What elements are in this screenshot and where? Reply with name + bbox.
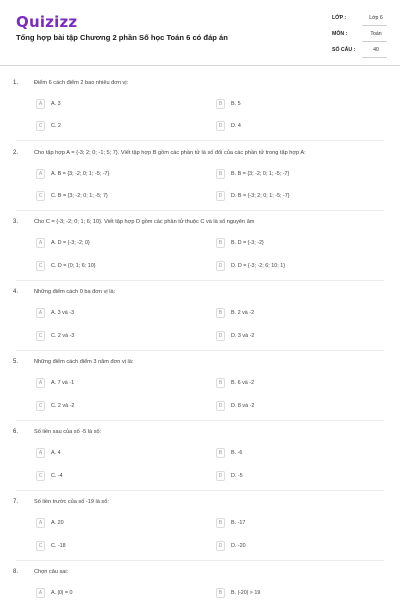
divider bbox=[16, 350, 384, 351]
option-letter: C bbox=[36, 471, 45, 481]
option-text: D. -5 bbox=[231, 472, 243, 479]
option-text: D. 3 và -2 bbox=[231, 332, 255, 339]
divider bbox=[16, 560, 384, 561]
option-letter: A bbox=[36, 588, 45, 598]
option-text: C. B = {3; -2; 0; 1; -5; 7} bbox=[51, 192, 108, 199]
option-text: A. B = {3; -2; 0; 1; -5; -7} bbox=[51, 170, 110, 177]
divider bbox=[16, 490, 384, 491]
page-title: Tổng hợp bài tập Chương 2 phần Số học Toán 6 có đáp án bbox=[16, 33, 228, 42]
option-letter: D bbox=[216, 471, 225, 481]
option-text: A. 3 bbox=[51, 100, 61, 107]
question-text: Điểm 6 cách điểm 2 bao nhiêu đơn vị: bbox=[34, 80, 129, 86]
option-letter: C bbox=[36, 331, 45, 341]
option-letter: A bbox=[36, 308, 45, 318]
question-text: Số liền trước của số -19 là số: bbox=[34, 499, 109, 505]
option-text: C. 2 bbox=[51, 122, 61, 129]
meta-count-label: SỐ CÂU : bbox=[332, 47, 356, 53]
question-number: 8. bbox=[13, 569, 19, 575]
option-text: B. |-20| > 19 bbox=[231, 589, 261, 596]
meta-question-count bbox=[332, 43, 387, 58]
option-text: B. 6 và -2 bbox=[231, 379, 255, 386]
option-letter: D bbox=[216, 401, 225, 411]
option-letter: B bbox=[216, 588, 225, 598]
option-letter: A bbox=[36, 378, 45, 388]
meta-grade bbox=[332, 11, 387, 26]
option-letter: D bbox=[216, 261, 225, 271]
option-text: B. B = {3; -2; 0; 1; -5; -7} bbox=[231, 170, 290, 177]
option-text: C. D = {0; 1; 6; 10} bbox=[51, 262, 96, 269]
option-text: D. D = {-3; -2; 6; 10; 1} bbox=[231, 262, 286, 269]
option-letter: A bbox=[36, 169, 45, 179]
divider bbox=[16, 420, 384, 421]
option-letter: D bbox=[216, 121, 225, 131]
option-letter: C bbox=[36, 261, 45, 271]
meta-subject-value: Toán bbox=[370, 31, 382, 37]
option-letter: A bbox=[36, 238, 45, 248]
option-text: D. B = {-3; 2; 0; 1; -5; -7} bbox=[231, 192, 290, 199]
question-number: 2. bbox=[13, 150, 19, 156]
question-number: 6. bbox=[13, 429, 19, 435]
option-letter: D bbox=[216, 541, 225, 551]
option-text: A. 4 bbox=[51, 449, 61, 456]
option-letter: A bbox=[36, 99, 45, 109]
question-number: 3. bbox=[13, 219, 19, 225]
option-letter: D bbox=[216, 331, 225, 341]
option-text: A. D = {-3; -2; 0} bbox=[51, 239, 90, 246]
option-text: D. 8 và -2 bbox=[231, 402, 255, 409]
option-text: A. 20 bbox=[51, 519, 64, 526]
option-text: C. 2 và -3 bbox=[51, 332, 75, 339]
quizizz-logo: Quizizz bbox=[16, 13, 78, 31]
option-text: C. -4 bbox=[51, 472, 63, 479]
divider bbox=[16, 140, 384, 141]
question-text: Những điểm cách điểm 3 năm đơn vị là: bbox=[34, 359, 134, 365]
option-letter: B bbox=[216, 448, 225, 458]
option-text: B. -6 bbox=[231, 449, 243, 456]
option-text: A. 3 và -3 bbox=[51, 309, 75, 316]
question-number: 7. bbox=[13, 499, 19, 505]
option-letter: B bbox=[216, 99, 225, 109]
option-letter: A bbox=[36, 448, 45, 458]
option-letter: D bbox=[216, 191, 225, 201]
question-text: Chọn câu sai: bbox=[34, 569, 69, 575]
option-text: A. 7 và -1 bbox=[51, 379, 75, 386]
meta-grade-value: Lớp 6 bbox=[369, 15, 383, 21]
question-number: 1. bbox=[13, 80, 19, 86]
option-letter: B bbox=[216, 518, 225, 528]
meta-subject-label: MÔN : bbox=[332, 31, 348, 37]
meta-subject bbox=[332, 27, 387, 42]
option-text: B. 2 và -2 bbox=[231, 309, 255, 316]
question-number: 5. bbox=[13, 359, 19, 365]
option-letter: C bbox=[36, 541, 45, 551]
divider bbox=[362, 41, 387, 42]
option-letter: B bbox=[216, 308, 225, 318]
meta-count-value: 40 bbox=[373, 47, 379, 53]
divider bbox=[16, 280, 384, 281]
option-text: A. |0| = 0 bbox=[51, 589, 73, 596]
option-letter: C bbox=[36, 191, 45, 201]
divider bbox=[362, 57, 387, 58]
option-letter: A bbox=[36, 518, 45, 528]
option-letter: C bbox=[36, 121, 45, 131]
option-text: C. -18 bbox=[51, 542, 66, 549]
option-text: B. -17 bbox=[231, 519, 246, 526]
option-letter: C bbox=[36, 401, 45, 411]
question-text: Những điểm cách 0 ba đơn vị là: bbox=[34, 289, 116, 295]
question-text: Số liền sau của số -5 là số: bbox=[34, 429, 102, 435]
divider bbox=[362, 25, 387, 26]
question-number: 4. bbox=[13, 289, 19, 295]
question-text: Cho C = {-3; -2; 0; 1; 6; 10}. Viết tập hợp D gồm các phần tử thuộc C và là số nguyên âm bbox=[34, 219, 255, 225]
divider bbox=[16, 210, 384, 211]
option-letter: B bbox=[216, 378, 225, 388]
option-text: D. -20 bbox=[231, 542, 246, 549]
meta-grade-label: LỚP : bbox=[332, 15, 347, 21]
option-letter: B bbox=[216, 169, 225, 179]
option-text: B. D = {-3; -2} bbox=[231, 239, 264, 246]
option-text: C. 2 và -2 bbox=[51, 402, 75, 409]
option-letter: B bbox=[216, 238, 225, 248]
option-text: D. 4 bbox=[231, 122, 241, 129]
question-text: Cho tập hợp A = {-3; 2; 0; -1; 5; 7}. Viết tập hợp B gồm các phần tử là số đối của các phần tử trong tập hợp A: bbox=[34, 150, 306, 156]
worksheet-header bbox=[0, 0, 400, 66]
option-text: B. 5 bbox=[231, 100, 241, 107]
